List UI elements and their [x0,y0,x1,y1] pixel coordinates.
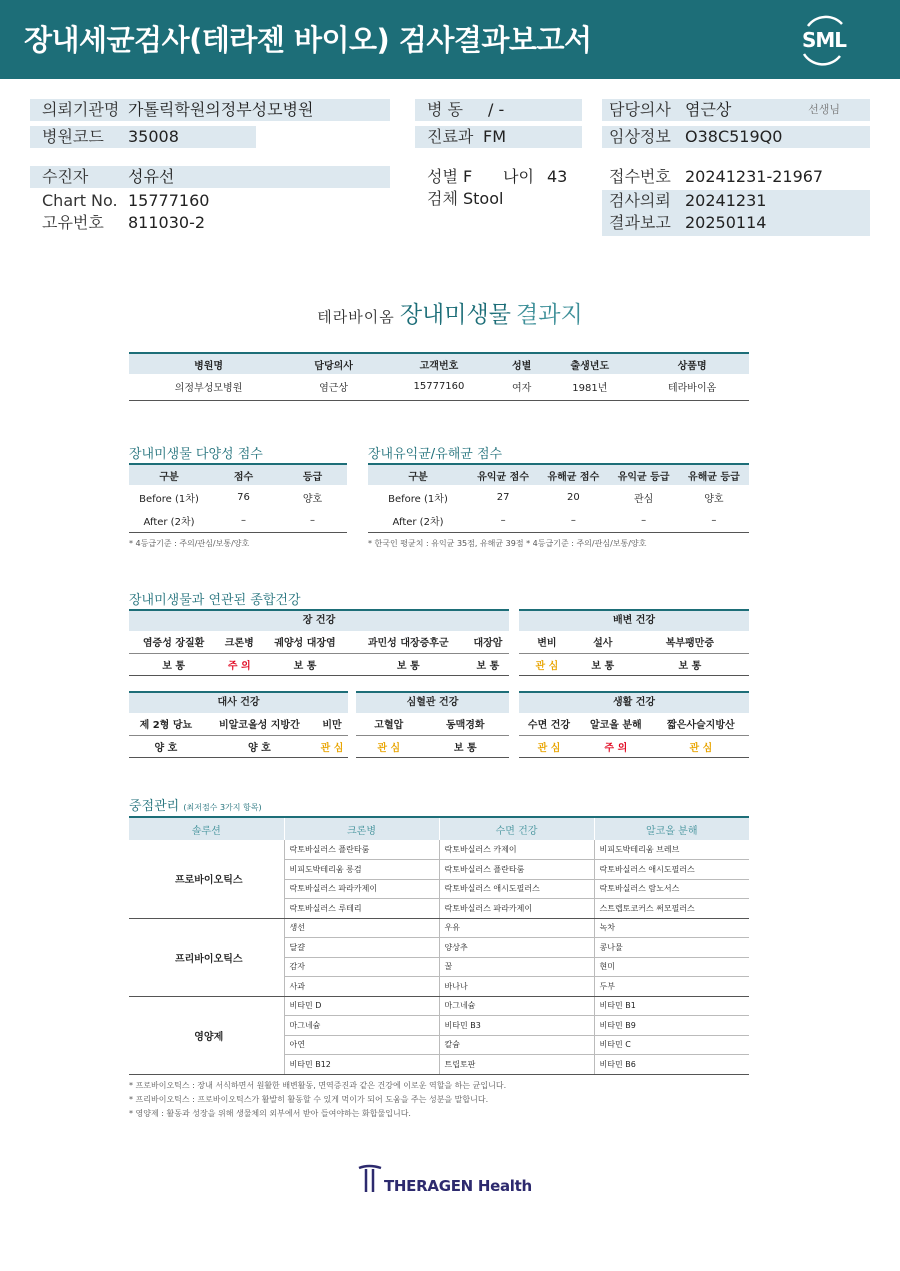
health-item: 궤양성 대장염 [260,631,349,653]
diversity-table [129,463,347,533]
focus-cell: 감자 [284,957,439,977]
health-item: 변비 [519,631,575,653]
focus-cell: 비피도박테리움 브레브 [594,840,749,860]
diversity-cell: 양호 [302,494,323,505]
summary-header: 상품명 [635,353,749,374]
focus-solution-name: 영양제 [129,996,284,1074]
specimen-row [415,188,582,210]
summary-hospital: 의정부성모병원 [129,374,288,400]
focus-cell: 락토바실러스 플란타룸 [284,840,439,860]
receipt-value: 20241231-21967 [685,167,824,186]
diversity-cell: – [278,510,347,532]
sml-logo-icon [796,14,852,66]
focus-header: 솔루션 [129,817,284,840]
health-grade: 보 통 [467,653,509,675]
metabolic-health-title: 대사 건강 [129,691,348,713]
beneficial-cell: 20 [567,492,580,503]
doctor-row [602,99,870,121]
doctor-value: 염근상 [685,100,732,119]
health-grade-watch: 관 심 [519,735,579,757]
focus-solution-name: 프리바이오틱스 [129,918,284,996]
beneficial-header: 유해균 점수 [538,464,608,485]
chart-row [30,190,390,212]
specimen-label: 검체 [427,189,458,208]
diversity-cell: After (2차) [129,510,209,532]
focus-cell: 락토바실러스 파라카제이 [439,899,594,919]
focus-cell: 마그네슘 [439,996,594,1016]
doctor-label: 담당의사 [609,100,671,119]
report-date-value: 20250114 [685,213,767,232]
ward-label: 병 동 [427,100,463,119]
health-item: 수면 건강 [519,713,579,735]
health-item: 대장암 [467,631,509,653]
uid-row [30,212,390,234]
focus-header: 수면 건강 [439,817,594,840]
uid-label: 고유번호 [42,213,104,232]
gut-health-title: 장 건강 [129,609,509,631]
result-sheet-title [0,296,900,329]
focus-cell: 사과 [284,977,439,997]
hospital-code-row [30,126,256,148]
focus-cell: 칼슘 [439,1035,594,1055]
patient-row [30,166,390,188]
focus-cell: 비타민 B12 [284,1055,439,1075]
beneficial-cell: – [468,510,538,532]
doctor-suffix: 선생님 [808,103,840,116]
metabolic-health-group [129,691,348,758]
health-item: 알코올 분해 [579,713,653,735]
sex-age-row [415,166,582,188]
diversity-title: 장내미생물 다양성 점수 [129,447,263,462]
focus-cell: 바나나 [439,977,594,997]
beneficial-footnote: * 한국인 평균치 : 유익균 35점, 유해균 39점 * 4등급기준 : 주의/관심/보통/양호 [368,539,647,548]
hospital-code-label: 병원코드 [42,127,104,146]
receipt-label: 접수번호 [609,167,671,186]
hospital-code-value: 35008 [128,127,179,146]
focus-cell: 녹차 [594,918,749,938]
focus-cell: 비타민 C [594,1035,749,1055]
focus-cell: 비타민 B9 [594,1016,749,1036]
health-item: 비만 [316,713,348,735]
summary-header: 담당의사 [288,353,379,374]
beneficial-cell: 양호 [704,494,724,505]
dept-value: FM [483,127,507,146]
report-header [0,0,900,79]
health-item: 염증성 장질환 [129,631,218,653]
beneficial-header: 유해균 등급 [679,464,749,485]
bowel-health-group [519,609,749,676]
beneficial-table [368,463,749,533]
diversity-header: 구분 [129,464,209,485]
focus-cell: 양상추 [439,938,594,958]
summary-table [129,352,749,401]
focus-cell: 비타민 D [284,996,439,1016]
health-item: 고혈압 [356,713,422,735]
chart-value: 15777160 [128,191,210,210]
beneficial-cell: After (2차) [368,510,468,532]
focus-title [129,795,262,814]
health-grade-watch: 관 심 [519,653,575,675]
health-item: 설사 [575,631,631,653]
focus-cell: 락토바실러스 파라카제이 [284,879,439,899]
patient-value: 성유선 [128,167,175,186]
clinical-row [602,126,870,148]
health-grade: 보 통 [260,653,349,675]
focus-cell: 락토바실러스 람노서스 [594,879,749,899]
theragen-mark-icon [357,1164,383,1194]
focus-solution-name: 프로바이오틱스 [129,840,284,918]
focus-title-note: (최저점수 3가지 항목) [183,803,262,812]
institution-value: 가톨릭학원의정부성모병원 [128,100,314,119]
health-grade: 보 통 [422,735,509,757]
cardio-health-group [356,691,509,758]
beneficial-cell: – [609,510,679,532]
focus-cell: 락토바실러스 애시도필러스 [594,860,749,880]
focus-cell: 꿀 [439,957,594,977]
diversity-cell: 76 [237,492,250,503]
focus-cell: 두부 [594,977,749,997]
summary-customer-no: 15777160 [379,374,499,400]
health-grade: 보 통 [129,653,218,675]
summary-sex: 여자 [499,374,544,400]
summary-header: 성별 [499,353,544,374]
focus-table [129,816,749,1075]
result-sheet-title-suffix: 결과지 [516,302,583,328]
focus-footnote: * 영양제 : 활동과 성장을 위해 생물체의 외부에서 받아 들여야하는 화합물입니다. [129,1109,411,1118]
result-sheet-title-small: 테라바이옴 [317,308,395,326]
focus-cell: 비타민 B6 [594,1055,749,1075]
health-grade-watch: 관 심 [316,735,348,757]
report-date-label: 결과보고 [609,213,671,232]
life-health-title: 생활 건강 [519,691,749,713]
focus-title-text: 중점관리 [129,799,180,814]
focus-cell: 비타민 B1 [594,996,749,1016]
institution-label: 의뢰기관명 [42,100,120,119]
health-grade: 보 통 [575,653,631,675]
ward-row [415,99,582,121]
focus-cell: 현미 [594,957,749,977]
diversity-header: 등급 [278,464,347,485]
health-grade-watch: 관 심 [653,735,749,757]
focus-cell: 우유 [439,918,594,938]
clinical-label: 임상정보 [609,127,671,146]
summary-birth-year: 1981년 [544,374,635,400]
focus-cell: 아연 [284,1035,439,1055]
beneficial-cell: 27 [496,492,510,503]
health-grade-caution: 주 의 [579,735,653,757]
theragen-brand-text: THERAGEN Health [384,1177,532,1195]
report-title: 장내세균검사(테라젠 바이오) 검사결과보고서 [24,23,592,57]
beneficial-cell: – [679,510,749,532]
summary-header: 고객번호 [379,353,499,374]
summary-header: 출생년도 [544,353,635,374]
focus-cell: 락토바실러스 루테리 [284,899,439,919]
dept-label: 진료과 [427,127,474,146]
health-title: 장내미생물과 연관된 종합건강 [129,593,301,608]
health-grade: 보 통 [631,653,749,675]
sex-label: 성별 [427,167,458,186]
institution-row [30,99,390,121]
focus-cell: 달걀 [284,938,439,958]
diversity-cell: – [209,510,278,532]
sex-value: F [463,167,473,186]
health-item: 동맥경화 [422,713,509,735]
focus-footnote: * 프로바이오틱스 : 장내 서식하면서 원활한 배변활동, 면역증진과 같은 건강에 이로운 역할을 하는 균입니다. [129,1081,507,1090]
diversity-header: 점수 [209,464,278,485]
result-sheet-title-large: 장내미생물 [399,302,511,328]
beneficial-header: 구분 [368,464,468,485]
report-date-row [602,212,870,236]
health-item: 크론병 [218,631,260,653]
cardio-health-title: 심혈관 건강 [356,691,509,713]
focus-cell: 락토바실러스 카제이 [439,840,594,860]
diversity-cell: Before (1차) [139,494,199,505]
focus-cell: 생선 [284,918,439,938]
health-grade: 보 통 [350,653,467,675]
focus-cell: 락토바실러스 플란타룸 [439,860,594,880]
focus-cell: 콩나물 [594,938,749,958]
focus-cell: 마그네슘 [284,1016,439,1036]
focus-header: 알코올 분해 [594,817,749,840]
gut-health-group [129,609,509,676]
beneficial-grade-watch: 관심 [633,494,654,505]
focus-footnote: * 프리바이오틱스 : 프로바이오틱스가 활발히 활동할 수 있게 먹이가 되어 도움을 주는 성분을 말합니다. [129,1095,489,1104]
summary-product: 테라바이옴 [635,374,749,400]
focus-cell: 스트렙토코커스 써모필러스 [594,899,749,919]
health-item: 복부팽만증 [631,631,749,653]
diversity-footnote: * 4등급기준 : 주의/관심/보통/양호 [129,539,250,548]
health-item: 짧은사슬지방산 [653,713,749,735]
health-grade-caution: 주 의 [218,653,260,675]
health-grade-watch: 관 심 [356,735,422,757]
focus-cell: 비타민 B3 [439,1016,594,1036]
summary-doctor: 염근상 [288,374,379,400]
bowel-health-title: 배변 건강 [519,609,749,631]
beneficial-cell: Before (1차) [388,494,448,505]
age-value: 43 [547,167,568,186]
chart-label: Chart No. [42,191,118,210]
life-health-group [519,691,749,758]
request-label: 검사의뢰 [609,191,671,210]
focus-cell: 비피도박테리움 롱검 [284,860,439,880]
uid-value: 811030-2 [128,213,206,232]
request-row [602,190,870,212]
beneficial-header: 유익균 등급 [609,464,679,485]
summary-header: 병원명 [129,353,288,374]
specimen-value: Stool [463,189,504,208]
health-item: 과민성 대장증후군 [350,631,467,653]
health-grade: 양 호 [129,735,203,757]
beneficial-title: 장내유익균/유해균 점수 [368,447,503,462]
health-item: 제 2형 당뇨 [129,713,203,735]
beneficial-header: 유익균 점수 [468,464,538,485]
focus-cell: 트립토판 [439,1055,594,1075]
sml-logo-text: SML [801,28,847,52]
focus-cell: 락토바실러스 애시도필러스 [439,879,594,899]
health-item: 비알코올성 지방간 [203,713,316,735]
request-value: 20241231 [685,191,767,210]
clinical-value: O38C519Q0 [685,127,783,146]
receipt-row [602,166,870,188]
patient-label: 수진자 [42,167,89,186]
ward-value: / - [488,100,505,119]
focus-header: 크론병 [284,817,439,840]
dept-row [415,126,582,148]
health-grade: 양 호 [203,735,316,757]
beneficial-cell: – [538,510,608,532]
age-label: 나이 [503,167,534,186]
